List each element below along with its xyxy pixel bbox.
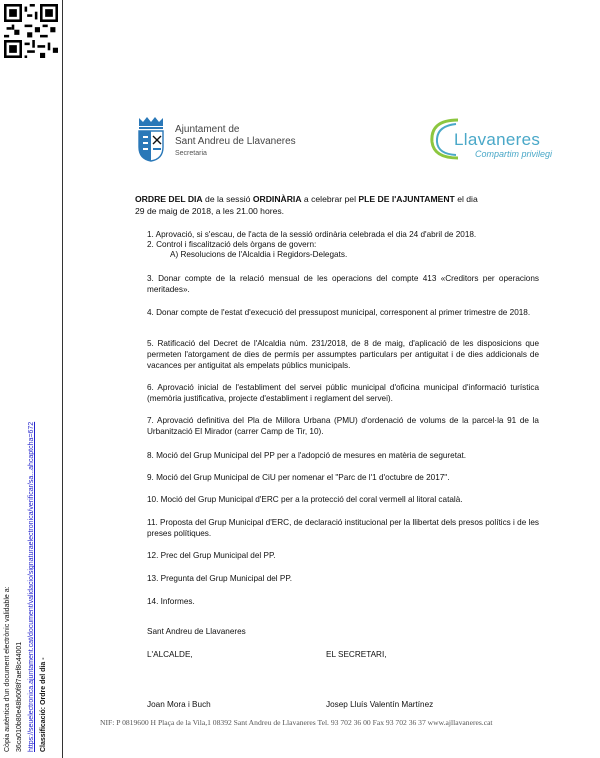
agenda-item-3: 3. Donar compte de la relació mensual de les operacions del compte 413 «Creditors per operacions meritades».: [147, 274, 539, 294]
org-department: Secretaria: [175, 150, 207, 157]
secretary-title: EL SECRETARI,: [326, 650, 387, 659]
agenda-item-13: 13. Pregunta del Grup Municipal del PP.: [147, 574, 293, 583]
heading-part-5: PLE DE l'AJUNTAMENT: [358, 194, 455, 204]
agenda-item-5: 5. Ratificació del Decret de l'Alcaldia núm. 231/2018, de 8 de maig, d'aplicació de les disposicions que permeten l'atorgament de dies de permís per assumptes particulars per antiguitat i de dies addicionals de vacances per antiguitat als empelats públics municipals.: [147, 339, 539, 370]
validation-link[interactable]: https://seuelectronica.ajuntament.cat/document/validacio/signaturaelectronica/verificar/sa...ahcaptcha=672: [28, 421, 35, 752]
agenda-item-14: 14. Informes.: [147, 597, 195, 606]
validation-code: 36ca010b80e48b60f8f7aef8c44001: [16, 641, 23, 752]
agenda-item-10: 10. Moció del Grup Municipal d'ERC per a la protecció del coral vermell al litoral català.: [147, 495, 463, 504]
validation-line-1: Còpia autèntica d'un document electrònic validable a:: [4, 586, 11, 752]
agenda-item-8: 8. Moció del Grup Municipal del PP per a l'adopció de mesures en matèria de seguretat.: [147, 451, 467, 460]
brand-tagline: Compartim privilegi: [475, 149, 553, 159]
agenda-item-7: 7. Aprovació definitiva del Pla de Millora Urbana (PMU) d'ordenació de volums de la parcel·la 91 de la Urbanització El Mirador (carrer Camp de Tir, 10).: [147, 416, 539, 436]
agenda-item-11: 11. Proposta del Grup Municipal d'ERC, de declaració institucional per la llibertat dels presos polítics i de les preses polítiques.: [147, 518, 539, 538]
ajuntament-logo: [135, 116, 335, 166]
mayor-title: L'ALCALDE,: [147, 650, 193, 659]
llavaneres-logo: [428, 116, 568, 164]
classification-label: Classificació: Ordre del dia -: [40, 657, 47, 752]
heading-part-2: de la sessió: [202, 194, 253, 204]
place-name: Sant Andreu de Llavaneres: [147, 627, 246, 636]
heading-part-4: a celebrar pel: [301, 194, 359, 204]
qr-code-icon: [4, 4, 58, 58]
agenda-item-12: 12. Prec del Grup Municipal del PP.: [147, 551, 276, 560]
heading-part-3: ORDINÀRIA: [252, 194, 302, 204]
secretary-name: Josep Lluís Valentín Martínez: [326, 700, 434, 709]
agenda-item-4: 4. Donar compte de l'estat d'execució del pressupost municipal, corresponent al primer trimestre de 2018.: [147, 308, 531, 317]
org-name-line-2: Sant Andreu de Llavaneres: [175, 136, 296, 147]
agenda-item-2a: A) Resolucions de l'Alcaldia i Regidors-Delegats.: [170, 250, 348, 259]
mayor-name: Joan Mora i Buch: [147, 700, 211, 709]
heading-part-1: ORDRE DEL DIA: [135, 194, 203, 204]
agenda-item-6: 6. Aprovació inicial de l'establiment del servei públic municipal d'oficina municipal d'informació turística (memòria justificativa, projecte d'establiment i reglament del servei).: [147, 383, 539, 403]
agenda-heading: [135, 193, 545, 206]
agenda-item-2: 2. Control i fiscalització dels òrgans de govern:: [147, 240, 317, 249]
footer-address: NIF: P 0819600 H Plaça de la Vila,1 08392 Sant Andreu de Llavaneres Tel. 93 702 36 00 Fax 93 702 36 37 www.ajllavaneres.cat: [100, 718, 493, 727]
brand-name: Llavaneres: [454, 130, 541, 149]
session-date: 29 de maig de 2018, a les 21.00 hores.: [135, 206, 285, 216]
agenda-item-1: 1. Aprovació, si s'escau, de l'acta de la sessió ordinària celebrada el dia 24 d'abril de 2018.: [147, 230, 477, 239]
heading-part-6: el dia: [454, 194, 478, 204]
agenda-item-9: 9. Moció del Grup Municipal de CiU per nomenar el "Parc de l'1 d'octubre de 2017".: [147, 473, 450, 482]
validation-sidebar: [0, 0, 63, 758]
org-name-line-1: Ajuntament de: [175, 124, 240, 135]
coat-of-arms-icon: [135, 116, 167, 162]
